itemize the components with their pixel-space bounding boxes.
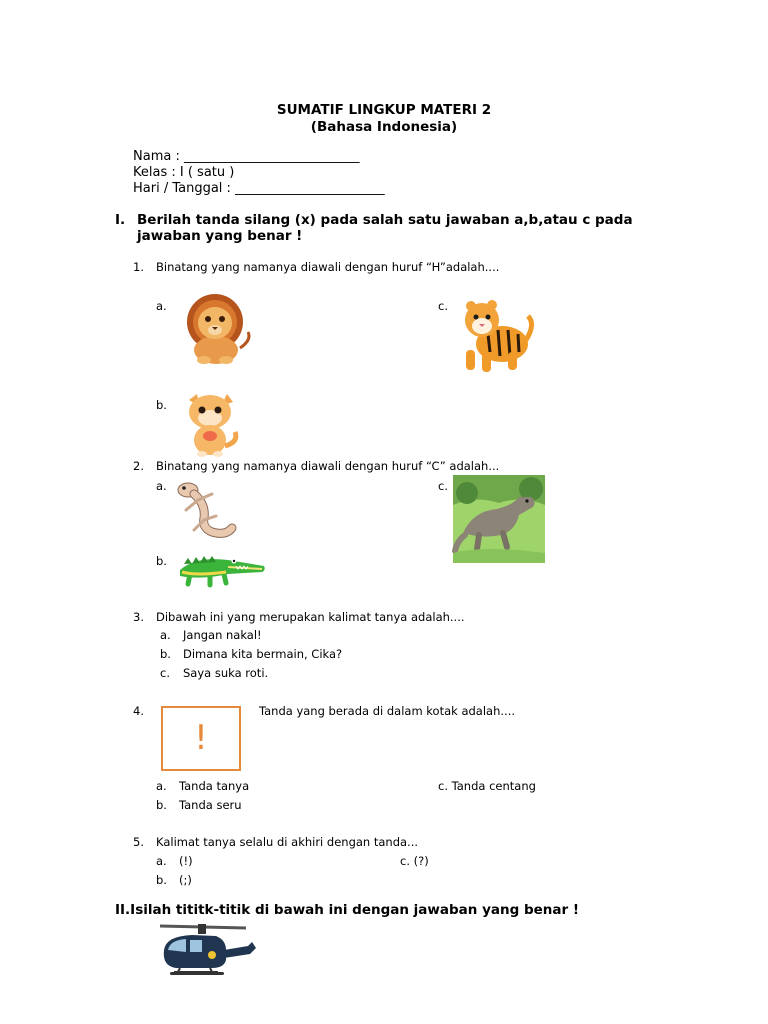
crocodile-image	[176, 548, 268, 586]
q3-option-b-letter: b.	[160, 647, 171, 661]
q3-option-a[interactable]: Jangan nakal!	[183, 628, 262, 642]
q5-option-b[interactable]: (;)	[179, 873, 192, 887]
q5-text: Kalimat tanya selalu di akhiri dengan tanda...	[156, 835, 419, 849]
komodo-image	[453, 475, 545, 563]
section-2-heading: II.Isilah tititk-titik di bawah ini dengan jawaban yang benar !	[115, 902, 580, 918]
exclamation-symbol: !	[194, 718, 208, 758]
q4-number: 4.	[133, 704, 144, 718]
page-title: SUMATIF LINGKUP MATERI 2	[276, 102, 492, 118]
cat-image	[183, 392, 239, 458]
q3-option-a-letter: a.	[160, 628, 171, 642]
q5-option-b-letter: b.	[156, 873, 167, 887]
q5-option-c[interactable]: c. (?)	[400, 854, 429, 868]
q1-text: Binatang yang namanya diawali dengan huruf “H”adalah....	[156, 260, 500, 274]
q3-option-c-letter: c.	[160, 666, 170, 680]
section-1-number: I.	[115, 212, 126, 228]
q4-option-a-letter: a.	[156, 779, 167, 793]
q1-option-b[interactable]: b.	[156, 398, 167, 412]
q5-number: 5.	[133, 835, 144, 849]
q2-option-b[interactable]: b.	[156, 554, 167, 568]
q2-text: Binatang yang namanya diawali dengan huruf “C” adalah...	[156, 459, 500, 473]
symbol-box	[161, 706, 241, 771]
q3-option-b[interactable]: Dimana kita bermain, Cika?	[183, 647, 343, 661]
q4-option-b-letter: b.	[156, 798, 167, 812]
kelas-field: Kelas : I ( satu )	[133, 165, 235, 180]
page-subtitle: (Bahasa Indonesia)	[310, 119, 458, 135]
q4-option-c[interactable]: c. Tanda centang	[438, 779, 536, 793]
gecko-image	[172, 476, 236, 542]
helicopter-image	[152, 920, 258, 990]
q2-number: 2.	[133, 459, 144, 473]
q4-text: Tanda yang berada di dalam kotak adalah....	[259, 704, 516, 718]
q1-number: 1.	[133, 260, 144, 274]
q3-number: 3.	[133, 610, 144, 624]
q2-option-c[interactable]: c.	[438, 479, 448, 493]
q2-option-a[interactable]: a.	[156, 479, 167, 493]
nama-field: Nama : ___________________________	[133, 149, 360, 164]
q5-option-a[interactable]: (!)	[179, 854, 193, 868]
lion-image	[178, 292, 254, 366]
hari-tanggal-field: Hari / Tanggal : _______________________	[133, 181, 385, 196]
q1-option-c[interactable]: c.	[438, 299, 448, 313]
q1-option-a[interactable]: a.	[156, 299, 167, 313]
tiger-image	[452, 294, 534, 376]
section-1-instruction-cont: jawaban yang benar !	[137, 228, 303, 244]
q4-option-a[interactable]: Tanda tanya	[179, 779, 250, 793]
section-1-instruction: Berilah tanda silang (x) pada salah satu jawaban a,b,atau c pada	[137, 212, 633, 228]
q3-option-c[interactable]: Saya suka roti.	[183, 666, 269, 680]
q5-option-a-letter: a.	[156, 854, 167, 868]
q3-text: Dibawah ini yang merupakan kalimat tanya adalah....	[156, 610, 465, 624]
q4-option-b[interactable]: Tanda seru	[179, 798, 242, 812]
